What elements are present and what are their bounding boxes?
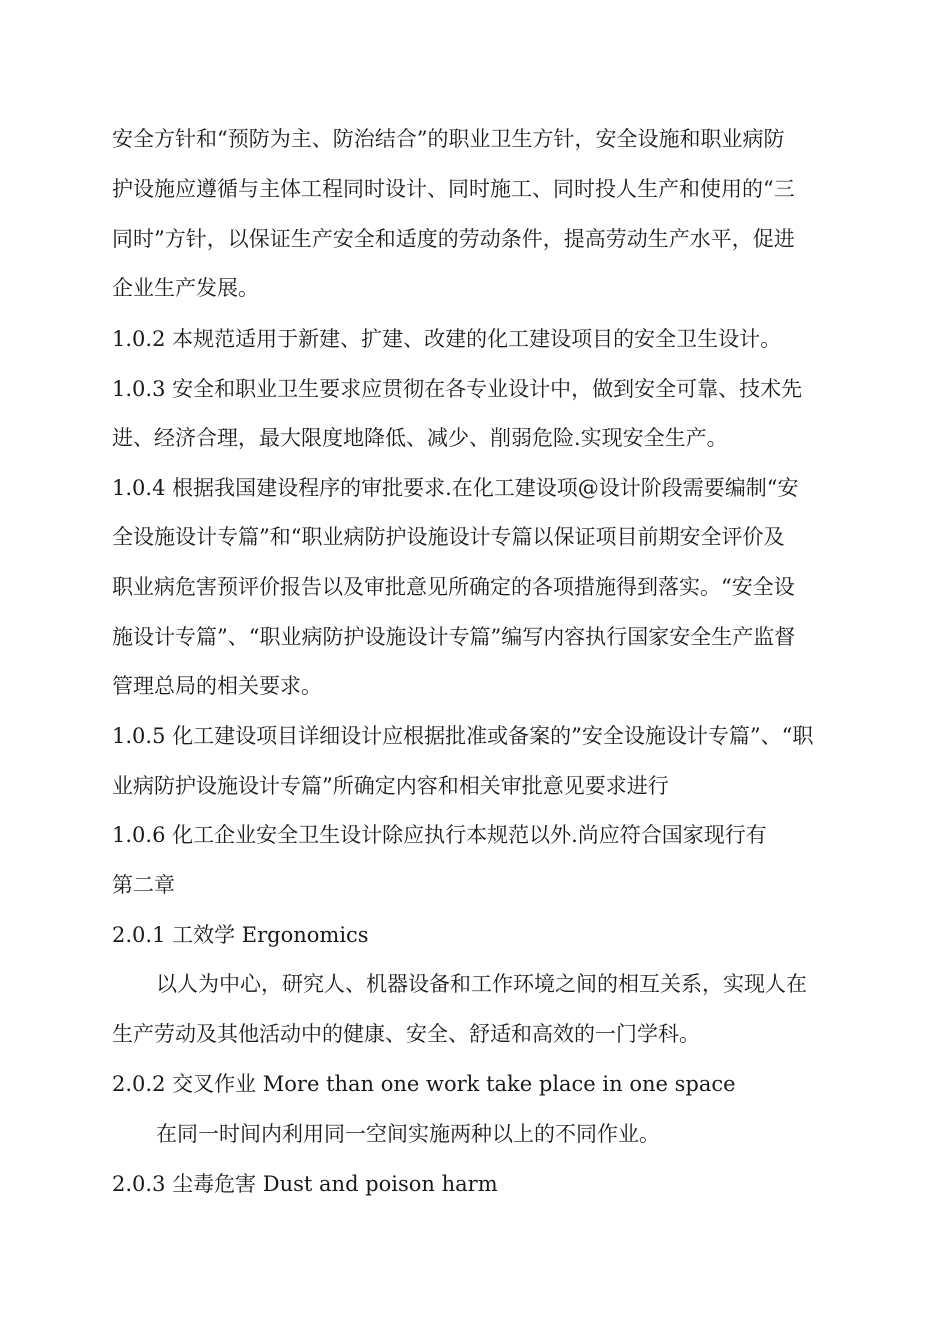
term-2-0-2: 2.0.2 交叉作业 More than one work take place in one space: [112, 1072, 736, 1096]
paragraph-line: 护设施应遵循与主体工程同时设计、同时施工、同时投人生产和使用的“三: [112, 177, 795, 201]
clause-1-0-2: 1.0.2 本规范适用于新建、扩建、改建的化工建设项目的安全卫生设计。: [112, 327, 782, 351]
paragraph-line: 业病防护设施设计专篇”所确定内容和相关审批意见要求进行: [112, 774, 669, 798]
paragraph-line: 管理总局的相关要求。: [112, 674, 322, 698]
paragraph-line: 企业生产发展。: [112, 276, 259, 300]
definition-line: 在同一时间内利用同一空间实施两种以上的不同作业。: [156, 1122, 660, 1146]
chapter-heading: 第二章: [112, 873, 175, 897]
definition-line: 以人为中心，研究人、机器设备和工作环境之间的相互关系，实现人在: [156, 972, 807, 996]
definition-line: 生产劳动及其他活动中的健康、安全、舒适和高效的一门学科。: [112, 1022, 700, 1046]
term-2-0-3: 2.0.3 尘毒危害 Dust and poison harm: [112, 1172, 498, 1196]
clause-1-0-6: 1.0.6 化工企业安全卫生设计除应执行本规范以外.尚应符合国家现行有: [112, 823, 767, 847]
term-2-0-1: 2.0.1 工效学 Ergonomics: [112, 923, 369, 947]
paragraph-line: 同时”方针，以保证生产安全和适度的劳动条件，提高劳动生产水平，促进: [112, 227, 795, 251]
paragraph-line: 施设计专篇”、“职业病防护设施设计专篇”编写内容执行国家安全生产监督: [112, 625, 796, 649]
clause-1-0-3: 1.0.3 安全和职业卫生要求应贯彻在各专业设计中，做到安全可靠、技术先: [112, 377, 803, 401]
clause-1-0-4: 1.0.4 根据我国建设程序的审批要求.在化工建设项@设计阶段需要编制“安: [112, 476, 799, 500]
paragraph-line: 进、经济合理，最大限度地降低、减少、削弱危险.实现安全生产。: [112, 426, 728, 450]
clause-1-0-5: 1.0.5 化工建设项目详细设计应根据批准或备案的”安全设施设计专篇”、“职: [112, 724, 814, 748]
paragraph-line: 安全方针和“预防为主、防治结合”的职业卫生方针，安全设施和职业病防: [112, 127, 785, 151]
paragraph-line: 职业病危害预评价报告以及审批意见所确定的各项措施得到落实。“安全设: [112, 575, 795, 599]
paragraph-line: 全设施设计专篇”和“职业病防护设施设计专篇以保证项目前期安全评价及: [112, 525, 785, 549]
